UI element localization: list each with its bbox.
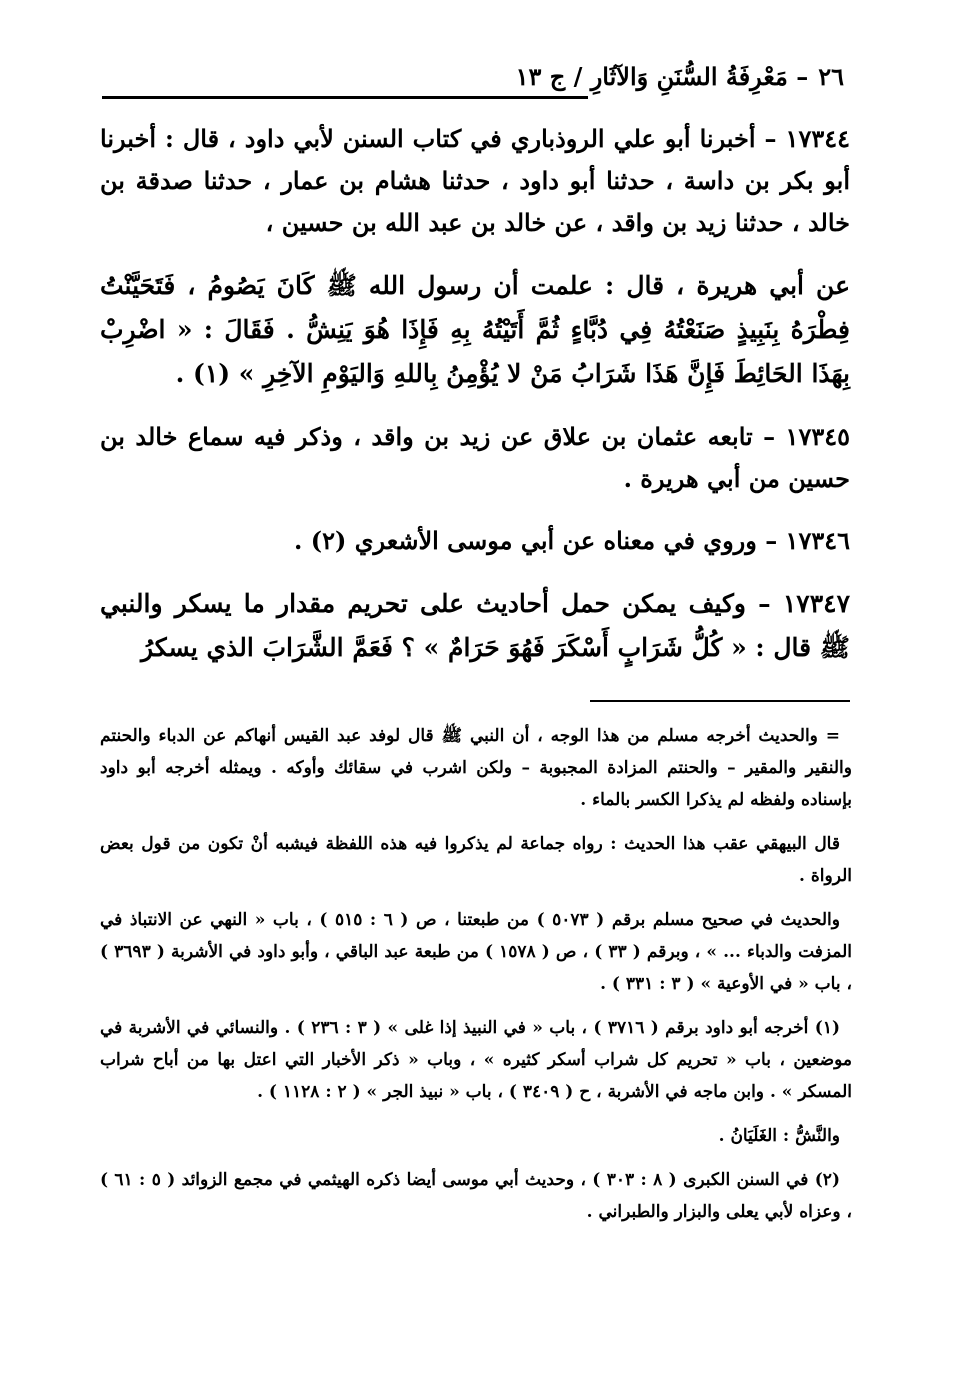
footnotes [100, 720, 852, 1240]
hadith-17346: ١٧٣٤٦ – وروي في معناه عن أبي موسى الأشعري (٢) . [294, 526, 850, 555]
running-header [516, 62, 844, 91]
footnote-continuation: = والحديث أخرجه مسلم من هذا الوجه ، أن النبي ﷺ قال لوفد عبد القيس أنهاكم عن الدباء والحنتم والنقير والمقير – والحنتم المزادة المجبوبة – ولكن اشرب في سقائك وأوكه . ويمثله أخرجه أبو داود بإسناده ولفظه لم يذكرا الكسر بالماء . [100, 726, 852, 810]
footnote-rule [590, 700, 850, 702]
footnote-muslim-reference: والحديث في صحيح مسلم برقم ( ٥٠٧٣ ) من طبعتنا ، ص ( ٦ : ٥١٥ ) ، باب « النهي عن الانتباذ في المزفت والدباء ... » ، وبرقم ( ٣٣ ) ، ص ( ١٥٧٨ ) من طبعة عبد الباقي ، وأبو داود في الأشربة ( ٣٦٩٣ ) ، باب « في الأوعية » ( ٣ : ٣٣١ ) . [100, 910, 853, 994]
footnote-1: (١) أخرجه أبو داود برقم ( ٣٧١٦ ) ، باب « في النبيذ إذا غلى » ( ٣ : ٢٣٦ ) . والنسائي في الأشربة في موضعين ، باب « تحريم كل شراب أسكر كثيره » ، وباب « ذكر الأخبار التي اعتل بها من أباح شراب المسكر » . وابن ماجه في الأشربة ، ح ( ٣٤٠٩ ) ، باب « نبيذ الجر » ( ٢ : ١١٢٨ ) . [100, 1018, 852, 1102]
main-text [100, 118, 850, 690]
hadith-17345: ١٧٣٤٥ – تابعه عثمان بن علاق عن زيد بن واقد ، وذكر فيه سماع خالد بن حسين من أبي هريرة . [100, 422, 850, 493]
footnote-definition: والنَّشُّ : الغَلَيَانُ . [718, 1126, 840, 1146]
page-number: ٢٦ [818, 62, 844, 91]
footnote-bayhaqi-comment: قال البيهقي عقب هذا الحديث : رواه جماعة لم يذكروا فيه هذه اللفظة فيشبه أنْ تكون من قول بعض الرواة . [100, 834, 852, 886]
hadith-17344-matn: عن أبي هريرة ، قال : علمت أن رسول الله ﷺ كَانَ يَصُومُ ، فَتَحَيَّنْتُ فِطْرَهُ بِنَبِيذٍ صَنَعْتُهُ فِي دُبَّاءٍ ثُمَّ أَتَيْتُهُ بِهِ فَإِذَا هُوَ يَنِشُّ . فَقَالَ : « اضْرِبْ بِهَذَا الحَائِطَ فَإِنَّ هَذَا شَرَابُ مَنْ لا يُؤْمِنُ بِاللهِ وَاليَوْمِ الآخِرِ » (١) . [100, 271, 850, 388]
header-rule [102, 96, 588, 99]
hadith-17344: ١٧٣٤٤ – أخبرنا أبو علي الروذباري في كتاب السنن لأبي داود ، قال : أخبرنا أبو بكر بن داسة ، حدثنا أبو داود ، حدثنا هشام بن عمار ، حدثنا صدقة بن خالد ، حدثنا زيد بن واقد ، عن خالد بن عبد الله بن حسين ، [100, 124, 850, 237]
hadith-17347: ١٧٣٤٧ – وكيف يمكن حمل أحاديث على تحريم مقدار ما يسكر والنبي ﷺ قال : « كُلُّ شَرَابٍ أَسْكَرَ فَهُوَ حَرَامٌ » ؟ فَعَمَّ الشَّرَابَ الذي يسكرُ [100, 589, 850, 662]
footnote-2: (٢) في السنن الكبرى ( ٨ : ٣٠٣ ) ، وحديث أبي موسى أيضا ذكره الهيثمي في مجمع الزوائد ( ٥ : ٦١ ) ، وعزاه لأبي يعلى والبزار والطبراني . [100, 1170, 852, 1222]
book-title: – مَعْرِفَةُ السُّنَنِ وَالآثَارِ / ج ١٣ [515, 62, 809, 91]
